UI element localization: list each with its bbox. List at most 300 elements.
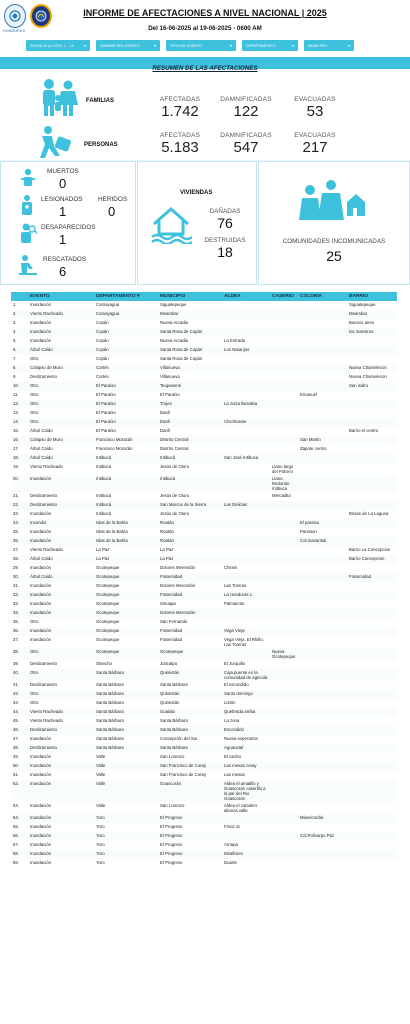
cell-municipio: La Paz bbox=[158, 555, 222, 564]
cell-caserio bbox=[270, 346, 298, 355]
cell-caserio bbox=[270, 660, 298, 669]
cell-municipio: Intibucá bbox=[158, 475, 222, 492]
cell-aldea bbox=[222, 814, 270, 823]
table-row[interactable] bbox=[11, 859, 397, 868]
cell-barrio: Barrio el centro bbox=[349, 428, 379, 433]
familias-row bbox=[0, 72, 410, 120]
cell-row-number: 46. bbox=[11, 726, 28, 735]
cell-row-number: 7. bbox=[13, 356, 17, 361]
rescue-icon bbox=[17, 254, 39, 276]
table-row[interactable] bbox=[11, 519, 397, 528]
cell-evento: Inundación bbox=[30, 565, 52, 570]
table-row[interactable] bbox=[11, 582, 397, 591]
cell-row-number: 39. bbox=[13, 661, 19, 666]
personas-evacuadas-value: 217 bbox=[302, 139, 328, 156]
municipality-filter[interactable] bbox=[304, 40, 354, 51]
cell-municipio: El Progreso bbox=[158, 814, 222, 823]
table-row[interactable] bbox=[11, 418, 397, 427]
cell-departamento: El Paraíso bbox=[94, 400, 158, 409]
cell-aldea: Vega Vieja, El Rhillo, Las Toreras bbox=[224, 637, 264, 647]
column-header-caserio[interactable]: CASERIO bbox=[270, 292, 298, 301]
cell-departamento: Intibucá bbox=[94, 454, 158, 463]
cell-evento: Otro bbox=[30, 700, 39, 705]
cell-caserio bbox=[270, 859, 298, 868]
cell-barrio: los maestros bbox=[347, 328, 397, 337]
column-header-evento[interactable]: EVENTO bbox=[28, 292, 94, 301]
cell-aldea: Las mesas bbox=[224, 772, 245, 777]
cell-municipio: Santa Bárbara bbox=[160, 682, 188, 687]
cell-caserio bbox=[270, 681, 298, 690]
personas-damnificadas bbox=[206, 132, 286, 156]
table-header-row bbox=[11, 292, 397, 301]
table-row[interactable] bbox=[11, 850, 397, 859]
cell-colonia bbox=[298, 510, 347, 519]
cell-aldea: El carrito bbox=[224, 754, 241, 759]
table-row[interactable] bbox=[11, 636, 397, 648]
cell-municipio: San Francisco de Coray bbox=[160, 772, 207, 777]
cell-evento: Colapso de Muro bbox=[28, 436, 94, 445]
table-row[interactable] bbox=[11, 475, 397, 492]
cell-caserio bbox=[270, 708, 298, 717]
cell-barrio: Nueva Chamelecon bbox=[347, 364, 397, 373]
cell-barrio bbox=[347, 726, 397, 735]
date-filter[interactable] bbox=[26, 40, 90, 51]
department-filter[interactable] bbox=[242, 40, 298, 51]
table-row[interactable] bbox=[11, 463, 397, 475]
cell-barrio bbox=[347, 537, 397, 546]
cell-departamento: Intibucá bbox=[94, 475, 158, 492]
cell-barrio bbox=[347, 832, 397, 841]
cell-municipio: Roatán bbox=[160, 529, 174, 534]
table-row[interactable] bbox=[11, 681, 397, 690]
personas-damnificadas-value: 547 bbox=[233, 139, 259, 156]
event-name-filter[interactable] bbox=[96, 40, 160, 51]
event-type-filter[interactable] bbox=[166, 40, 236, 51]
table-row[interactable] bbox=[11, 501, 397, 510]
date-filter-value: 16 jun 2025, 1... 19 bbox=[42, 43, 74, 48]
cell-caserio bbox=[270, 418, 298, 427]
cell-aldea bbox=[222, 463, 270, 475]
cell-municipio: San Fernando bbox=[160, 619, 188, 624]
cell-barrio bbox=[347, 418, 397, 427]
table-row[interactable] bbox=[11, 492, 397, 501]
cell-aldea: Finca 11 bbox=[224, 824, 241, 829]
cell-colonia bbox=[298, 463, 347, 475]
cell-municipio: La Paz bbox=[160, 547, 174, 552]
cell-evento: Inundación bbox=[28, 609, 94, 618]
cell-municipio: Santa Rosa de Copán bbox=[158, 346, 222, 355]
cell-municipio: El Progreso bbox=[160, 860, 183, 865]
table-row[interactable] bbox=[11, 744, 397, 753]
cell-municipio: Sinuapa bbox=[160, 601, 176, 606]
cell-caserio bbox=[270, 850, 298, 859]
table-row[interactable] bbox=[11, 373, 397, 382]
cell-caserio: Nueva Ocotepeque bbox=[270, 648, 298, 660]
cell-colonia bbox=[298, 564, 347, 573]
table-row[interactable] bbox=[11, 409, 397, 418]
cell-evento: Incendio bbox=[28, 519, 94, 528]
cell-evento: Árbol Caído bbox=[30, 446, 53, 451]
cell-caserio bbox=[270, 726, 298, 735]
cell-colonia: Paniston bbox=[300, 529, 317, 534]
sort-icon[interactable]: ▾ bbox=[135, 294, 140, 299]
table-row[interactable] bbox=[11, 802, 397, 814]
cell-municipio: Siguatepeque bbox=[160, 302, 187, 307]
cell-evento: Viento Racheado bbox=[28, 310, 94, 319]
cell-row-number: 50. bbox=[11, 762, 28, 771]
cell-departamento: Intibucá bbox=[94, 501, 158, 510]
table-header bbox=[11, 292, 397, 301]
cell-caserio bbox=[270, 573, 298, 582]
table-row[interactable] bbox=[11, 564, 397, 573]
cell-barrio bbox=[347, 609, 397, 618]
lesionados-item bbox=[1, 192, 136, 218]
table-row[interactable] bbox=[11, 328, 397, 337]
cell-aldea bbox=[222, 328, 270, 337]
table-row[interactable] bbox=[11, 382, 397, 391]
table-row[interactable] bbox=[11, 669, 397, 681]
cell-aldea: Arnapa bbox=[224, 842, 238, 847]
kpi-section bbox=[0, 72, 410, 160]
cell-departamento: Yoro bbox=[94, 850, 158, 859]
cell-row-number: 38. bbox=[11, 648, 28, 660]
cell-caserio bbox=[270, 735, 298, 744]
cell-barrio bbox=[347, 475, 397, 492]
table-row[interactable] bbox=[11, 427, 397, 436]
cell-departamento: Copán bbox=[96, 338, 109, 343]
cell-municipio: Dolores Merendón bbox=[158, 609, 222, 618]
cell-row-number: 11. bbox=[13, 392, 19, 397]
cell-departamento: Santa Bárbara bbox=[94, 669, 158, 681]
cell-departamento: Santa Bárbara bbox=[96, 736, 124, 741]
cell-evento: Inundación bbox=[30, 583, 52, 588]
cell-row-number: 10. bbox=[11, 382, 28, 391]
table-row[interactable] bbox=[11, 618, 397, 627]
cell-caserio bbox=[270, 717, 298, 726]
cell-aldea bbox=[222, 301, 270, 310]
cell-evento: Inundación bbox=[30, 803, 52, 808]
cell-departamento: Valle bbox=[94, 762, 158, 771]
cell-row-number: 18. bbox=[11, 454, 28, 463]
cell-row-number: 2. bbox=[11, 310, 28, 319]
cell-municipio: Santa Bárbara bbox=[158, 744, 222, 753]
cell-caserio bbox=[270, 501, 298, 510]
table-row[interactable] bbox=[11, 771, 397, 780]
cell-row-number: 31. bbox=[13, 583, 19, 588]
cell-caserio bbox=[270, 832, 298, 841]
personas-damnificadas-label: DAMNIFICADAS bbox=[220, 132, 272, 139]
cell-row-number: 5. bbox=[13, 338, 17, 343]
cell-row-number: 33. bbox=[13, 601, 19, 606]
cell-aldea: Duarte bbox=[224, 860, 237, 865]
cell-row-number: 25. bbox=[13, 529, 19, 534]
table-row[interactable] bbox=[11, 301, 397, 310]
cell-evento: Deslizamiento bbox=[30, 493, 57, 498]
cell-departamento: Ocotepeque bbox=[96, 601, 120, 606]
column-header-departamento[interactable]: DEPARTAMENTO ▾ bbox=[94, 292, 158, 301]
cell-evento: Inundación bbox=[28, 537, 94, 546]
cell-evento: Deslizamiento bbox=[28, 501, 94, 510]
cell-colonia bbox=[298, 546, 347, 555]
table-row[interactable] bbox=[11, 591, 397, 600]
cell-evento: Inundación bbox=[28, 814, 94, 823]
cell-municipio: Fraternidad bbox=[160, 637, 182, 642]
table-row[interactable] bbox=[11, 699, 397, 708]
cell-caserio bbox=[270, 762, 298, 771]
cell-colonia bbox=[298, 328, 347, 337]
table-row[interactable] bbox=[11, 364, 397, 373]
cell-colonia bbox=[298, 850, 347, 859]
cell-row-number: 57. bbox=[13, 842, 19, 847]
cell-barrio: Brisas de La Laguna bbox=[349, 511, 389, 516]
cell-colonia bbox=[298, 618, 347, 627]
cell-municipio: Concepción del Sur bbox=[160, 736, 198, 741]
cell-aldea: Miraflores bbox=[222, 850, 270, 859]
table-row[interactable] bbox=[11, 454, 397, 463]
cell-row-number: 3. bbox=[13, 320, 17, 325]
cell-evento: Árbol Caído bbox=[30, 428, 53, 433]
table-row[interactable] bbox=[11, 310, 397, 319]
cell-municipio: Roatán bbox=[158, 537, 222, 546]
cell-colonia bbox=[298, 454, 347, 463]
table-row[interactable] bbox=[11, 627, 397, 636]
cell-aldea bbox=[222, 445, 270, 454]
cell-municipio: Juticalpa bbox=[160, 661, 177, 666]
cell-row-number: 26. bbox=[11, 537, 28, 546]
cell-municipio: Trojes bbox=[158, 400, 222, 409]
cell-evento: Inundación bbox=[30, 601, 52, 606]
cell-departamento: Ocotepeque bbox=[94, 609, 158, 618]
cell-aldea: La Honduras 1 bbox=[222, 591, 270, 600]
cell-aldea bbox=[222, 832, 270, 841]
cell-caserio bbox=[270, 436, 298, 445]
cell-departamento: La Paz bbox=[96, 547, 110, 552]
cell-departamento: El Paraíso bbox=[96, 428, 116, 433]
column-header-aldea[interactable]: ALDEA bbox=[222, 292, 270, 301]
cell-row-number: 23. bbox=[13, 511, 19, 516]
table-row[interactable] bbox=[11, 436, 397, 445]
cell-evento: Inundación bbox=[28, 832, 94, 841]
familias-afectadas-value: 1.742 bbox=[161, 103, 199, 120]
cell-barrio: Barrio La Concepcion bbox=[349, 547, 391, 552]
cell-departamento: Intibucá bbox=[96, 464, 112, 469]
cell-aldea: Listón bbox=[224, 700, 236, 705]
table-row[interactable] bbox=[11, 762, 397, 771]
injured-person-icon bbox=[19, 194, 35, 216]
cell-departamento: Ocotepeque bbox=[96, 565, 120, 570]
cell-barrio bbox=[347, 762, 397, 771]
cell-municipio: Teupasenti bbox=[158, 382, 222, 391]
table-row[interactable] bbox=[11, 708, 397, 717]
table-row[interactable] bbox=[11, 753, 397, 762]
table-row[interactable] bbox=[11, 528, 397, 537]
column-header-colonia[interactable]: COLONIA bbox=[298, 292, 347, 301]
cell-row-number: 9. bbox=[13, 374, 17, 379]
viviendas-panel bbox=[137, 161, 257, 285]
cell-departamento: Santa Bárbara bbox=[94, 708, 158, 717]
table-row[interactable] bbox=[11, 841, 397, 850]
people-walking-icon bbox=[34, 126, 76, 160]
cell-municipio: Villanueva bbox=[158, 364, 222, 373]
cell-caserio bbox=[270, 546, 298, 555]
table-row[interactable] bbox=[11, 546, 397, 555]
cell-evento: Inundación bbox=[28, 591, 94, 600]
cell-aldea bbox=[222, 609, 270, 618]
cell-aldea: Nueva esperanza bbox=[224, 736, 258, 741]
cell-aldea bbox=[222, 618, 270, 627]
cell-barrio bbox=[347, 744, 397, 753]
table-row[interactable] bbox=[11, 319, 397, 328]
table-row[interactable] bbox=[11, 391, 397, 400]
table-row[interactable] bbox=[11, 660, 397, 669]
impact-panels bbox=[0, 161, 410, 286]
cell-row-number: 21. bbox=[13, 493, 19, 498]
cell-municipio: Santa Bárbara bbox=[158, 726, 222, 735]
cell-colonia bbox=[298, 475, 347, 492]
cell-municipio: Jesús de Otoro bbox=[160, 493, 190, 498]
comunidades-label: COMUNIDADES INCOMUNICADAS bbox=[282, 238, 386, 245]
cell-barrio bbox=[347, 636, 397, 648]
cell-aldea: Escondido bbox=[222, 726, 270, 735]
cell-colonia bbox=[298, 555, 347, 564]
cell-caserio bbox=[270, 528, 298, 537]
table-row[interactable] bbox=[11, 555, 397, 564]
cell-evento: Inundación bbox=[30, 842, 52, 847]
cell-barrio bbox=[347, 648, 397, 660]
cell-barrio bbox=[347, 618, 397, 627]
cell-departamento: Cortés bbox=[96, 374, 109, 379]
table-row[interactable] bbox=[11, 717, 397, 726]
table-row[interactable] bbox=[11, 600, 397, 609]
cell-colonia bbox=[298, 310, 347, 319]
cell-caserio bbox=[270, 582, 298, 591]
cell-departamento: Yoro bbox=[96, 824, 105, 829]
cell-colonia bbox=[298, 364, 347, 373]
cell-barrio bbox=[347, 582, 397, 591]
cell-colonia bbox=[298, 409, 347, 418]
table-row[interactable] bbox=[11, 346, 397, 355]
table-row[interactable] bbox=[11, 735, 397, 744]
cell-aldea: Chimis bbox=[224, 565, 238, 570]
cell-municipio: Gualala bbox=[158, 708, 222, 717]
cell-colonia: San Martin bbox=[298, 436, 347, 445]
cell-departamento: Francisco Morazán bbox=[96, 446, 133, 451]
familias-evacuadas-value: 53 bbox=[306, 103, 324, 120]
column-header-barrio[interactable]: BARRIO bbox=[347, 292, 397, 301]
cell-municipio: Ocotepeque bbox=[158, 648, 222, 660]
municipality-filter-label: MUNICIPIO bbox=[308, 43, 327, 48]
cell-caserio bbox=[270, 669, 298, 681]
cell-row-number: 59. bbox=[13, 860, 19, 865]
rescatados-item bbox=[1, 252, 136, 282]
table-row[interactable] bbox=[11, 445, 397, 454]
table-row[interactable] bbox=[11, 573, 397, 582]
column-header-row-number[interactable] bbox=[11, 292, 28, 301]
cell-evento: Otro bbox=[28, 690, 94, 699]
table-row[interactable] bbox=[11, 832, 397, 841]
danadas-label: DAÑADAS bbox=[209, 208, 241, 215]
column-header-municipio[interactable]: MUNICIPIO bbox=[158, 292, 222, 301]
cell-aldea: Chichicaste bbox=[222, 418, 270, 427]
cell-departamento: Valle bbox=[96, 803, 106, 808]
table-row[interactable] bbox=[11, 648, 397, 660]
cell-caserio bbox=[270, 391, 298, 400]
table-row[interactable] bbox=[11, 400, 397, 409]
cell-barrio bbox=[347, 859, 397, 868]
cell-departamento: Ocotepeque bbox=[96, 637, 120, 642]
cell-municipio: Jesús de Otoro bbox=[160, 511, 190, 516]
table-row[interactable] bbox=[11, 510, 397, 519]
lesionados-value: 1 bbox=[59, 204, 67, 219]
cell-departamento: Ocotepeque bbox=[94, 591, 158, 600]
cell-colonia bbox=[298, 726, 347, 735]
cell-row-number: 17. bbox=[13, 446, 19, 451]
cell-departamento: El Paraíso bbox=[96, 410, 116, 415]
lesionados-label: LESIONADOS bbox=[41, 196, 83, 203]
table-row[interactable] bbox=[11, 609, 397, 618]
cell-barrio bbox=[347, 669, 397, 681]
cell-row-number: 4. bbox=[11, 328, 28, 337]
cell-caserio bbox=[270, 519, 298, 528]
cell-caserio bbox=[270, 609, 298, 618]
cell-row-number: 42. bbox=[11, 690, 28, 699]
cell-evento: Otro bbox=[28, 648, 94, 660]
cell-row-number: 41. bbox=[13, 682, 19, 687]
cell-municipio: Fraternidad bbox=[158, 591, 222, 600]
cell-aldea bbox=[222, 436, 270, 445]
cell-row-number: 34. bbox=[11, 609, 28, 618]
chevron-down-icon: ▾ bbox=[153, 43, 156, 48]
cell-evento: Otro bbox=[30, 356, 39, 361]
cell-departamento: Copán bbox=[94, 346, 158, 355]
cell-caserio bbox=[270, 600, 298, 609]
cell-municipio: San Lorenzo bbox=[160, 803, 185, 808]
cell-departamento: Santa Bárbara bbox=[94, 744, 158, 753]
cell-row-number: 6. bbox=[11, 346, 28, 355]
table-row[interactable] bbox=[11, 823, 397, 832]
cell-departamento: Copán bbox=[96, 320, 109, 325]
report-header bbox=[0, 0, 410, 38]
cell-departamento: La Paz bbox=[94, 555, 158, 564]
cell-row-number: 58. bbox=[11, 850, 28, 859]
table-row[interactable] bbox=[11, 814, 397, 823]
table-row[interactable] bbox=[11, 355, 397, 364]
table-row[interactable] bbox=[11, 780, 397, 802]
table-row[interactable] bbox=[11, 537, 397, 546]
cell-evento: Árbol Caído bbox=[28, 346, 94, 355]
cell-barrio bbox=[347, 699, 397, 708]
cell-departamento: Ocotepeque bbox=[94, 573, 158, 582]
flooded-house-icon bbox=[150, 204, 192, 244]
table-row[interactable] bbox=[11, 690, 397, 699]
cell-caserio bbox=[270, 454, 298, 463]
cell-municipio: Nueva Arcadia bbox=[160, 338, 188, 343]
cell-municipio: Fraternidad bbox=[158, 573, 222, 582]
cell-aldea: Aguacatal bbox=[222, 744, 270, 753]
events-table bbox=[11, 292, 397, 868]
cell-departamento: El Paraíso bbox=[96, 392, 116, 397]
cell-municipio: El Progreso bbox=[158, 850, 222, 859]
cell-municipio: Quimistán bbox=[158, 669, 222, 681]
cell-row-number: 20. bbox=[11, 475, 28, 492]
cell-municipio: Intibucá bbox=[158, 454, 222, 463]
table-row[interactable] bbox=[11, 726, 397, 735]
cell-municipio: Danlí bbox=[160, 410, 171, 415]
table-row[interactable] bbox=[11, 337, 397, 346]
summary-band bbox=[0, 57, 410, 72]
cell-colonia bbox=[298, 382, 347, 391]
muertos-item bbox=[1, 166, 136, 190]
